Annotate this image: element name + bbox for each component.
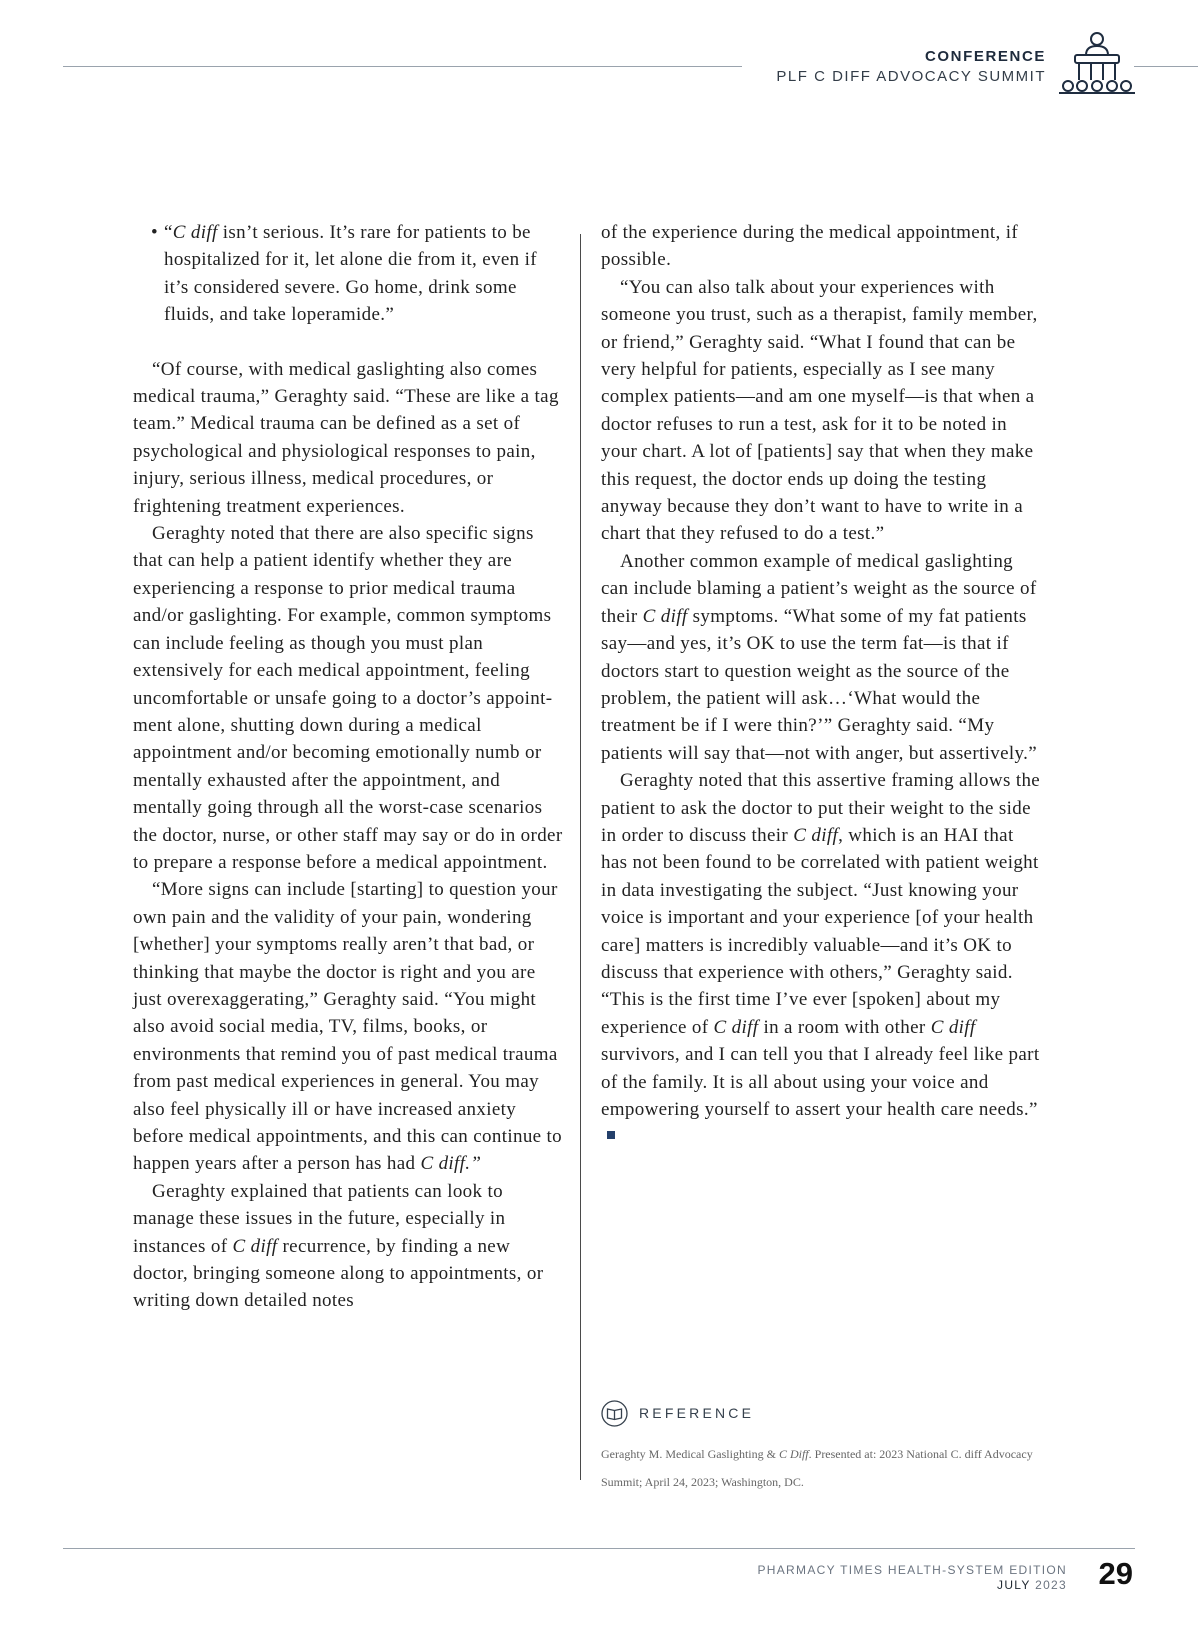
header-rule-left — [63, 66, 742, 67]
paragraph-text: Another common example of medical gaslighting can include blaming a patient’s weight as the source of their — [601, 550, 1037, 627]
citation-text: . Presented at: 2023 National C. diff Advocacy Summit; April 24, 2023; Washington, DC. — [601, 1447, 1033, 1489]
publication-info — [757, 1563, 1067, 1593]
quote-bullet — [133, 219, 563, 329]
section-header — [776, 47, 1046, 87]
bullet-open-quote: “ — [164, 222, 173, 243]
italic-term: C Diff — [778, 1447, 809, 1461]
paragraph: Geraghty noted that there are also specific signs that can help a patient identify whether they are experiencing a response to prior medical trauma and/or gaslighting. For example, common symptoms can include feeling as though you must plan extensively for each medical appointment, feeling uncomfortable or unsafe going to a doctor’s appointment alone, shutting down during a medical appointment and/or becoming emotionally numb or mentally exhausted after the appointment, and mentally going through all the worst-case scenarios the doctor, nurse, or other staff may say or do in order to prepare a response before a medical appointment. — [133, 523, 563, 873]
citation-text: Geraghty M. Medical Gaslighting & — [601, 1447, 779, 1461]
bullet-text: isn’t serious. It’s rare for patients to be hospitalized for it, let alone die from it, even if it’s considered severe. Go home, drink some fluids, and take loperamide.” — [164, 222, 537, 326]
page-number: 29 — [1098, 1556, 1133, 1591]
paragraph — [601, 767, 1041, 1151]
reference-title: REFERENCE — [639, 1405, 755, 1421]
section-kicker: CONFERENCE — [924, 48, 1046, 65]
italic-term: C diff — [232, 1235, 278, 1257]
paragraph — [133, 876, 563, 1177]
reference-section — [601, 1398, 1041, 1496]
issue-year: 2023 — [1035, 1578, 1067, 1592]
paragraph-text: Geraghty explained that patients can look to manage these issues in the future, especially in instances of — [133, 1180, 506, 1257]
paragraph — [601, 548, 1041, 767]
end-of-article-mark — [607, 1131, 615, 1139]
italic-term: C diff.” — [420, 1153, 482, 1175]
italic-term: C diff — [172, 222, 218, 243]
paragraph — [133, 1178, 563, 1315]
bullet-mark: • — [151, 222, 159, 243]
paragraph: “You can also talk about your experiences with someone you trust, such as a therapist, family member, or friend,” Geraghty said. “What I found that can be very helpful for patients, especially as I see many complex patients—and am one myself—is that when a doctor refuses to run a test, ask for it to be noted in your chart. A lot of [patients] say that when they make this request, the doctor ends up doing the testing anyway because they don’t want to have to write in a chart that they refused to do a test.” — [601, 276, 1038, 545]
header-rule-right — [1134, 66, 1198, 67]
column-divider — [580, 234, 581, 1480]
podium-speaker-icon — [1058, 30, 1136, 98]
article-column-left — [133, 219, 563, 1315]
paragraph: of the experience during the medical appointment, if possible. — [601, 222, 1019, 271]
paragraph-text: , which is an HAI that has not been found to be correlated with patient weight in data investigating the subject. “Just knowing your voice is important and your experience [of your health care] matters is incredibly valuable—and it’s OK to discuss that experience with others,” Geraghty said. “This is the first time I’ve ever [spoken] about my experience of — [601, 824, 1039, 1038]
issue-month: JULY — [997, 1578, 1031, 1592]
footer-rule — [63, 1548, 1135, 1549]
paragraph-text: in a room with other — [758, 1016, 931, 1038]
reference-citation — [601, 1440, 1041, 1496]
paragraph: “Of course, with medical gaslighting also comes medical trauma,” Geraghty said. “These are like a tag team.” Medical trauma can be defined as a set of psychological and physiological responses to pain, injury, serious illness, medical procedures, or frightening treatment experiences. — [133, 358, 559, 517]
italic-term: C diff — [713, 1016, 759, 1038]
reference-header — [601, 1398, 1041, 1428]
issue-date — [757, 1578, 1067, 1593]
italic-term: C diff — [930, 1016, 976, 1038]
paragraph-text: “More signs can include [starting] to question your own pain and the validity of your pain, wondering [whether] your symptoms really aren’t that bad, or thinking that maybe the doctor is right and you are just overexaggerating,” Geraghty said. “You might also avoid social media, TV, films, books, or environments that remind you of past medical trauma from past medical experiences in general. You may also feel physically ill or have increased anxiety before medical appointments, and this can continue to happen years after a person has had — [133, 879, 563, 1175]
italic-term: C diff — [793, 824, 839, 846]
article-column-right — [601, 219, 1041, 1151]
section-subtitle: PLF C DIFF ADVOCACY SUMMIT — [776, 68, 1046, 85]
paragraph-text: recurrence, by finding a new doctor, bringing someone along to appointments, or writing down detailed notes — [133, 1235, 544, 1312]
paragraph-text: survivors, and I can tell you that I already feel like part of the family. It is all about using your voice and empowering yourself to assert your health care needs.” — [601, 1044, 1040, 1120]
paragraph-text: symptoms. “What some of my fat patients say—and yes, it’s OK to use the term fat—is that if doctors start to question weight as the source of the problem, the patient will ask…‘What would the treatment be if I were thin?’” Geraghty said. “My patients will say that—not with anger, but assertively.” — [601, 605, 1038, 764]
open-book-icon — [601, 1400, 628, 1427]
publication-name: PHARMACY TIMES HEALTH-SYSTEM EDITION — [757, 1563, 1067, 1577]
italic-term: C diff — [642, 605, 688, 627]
paragraph-text: Geraghty noted that this assertive framing allows the patient to ask the doctor to put their weight to the side in order to discuss their — [601, 770, 1041, 846]
